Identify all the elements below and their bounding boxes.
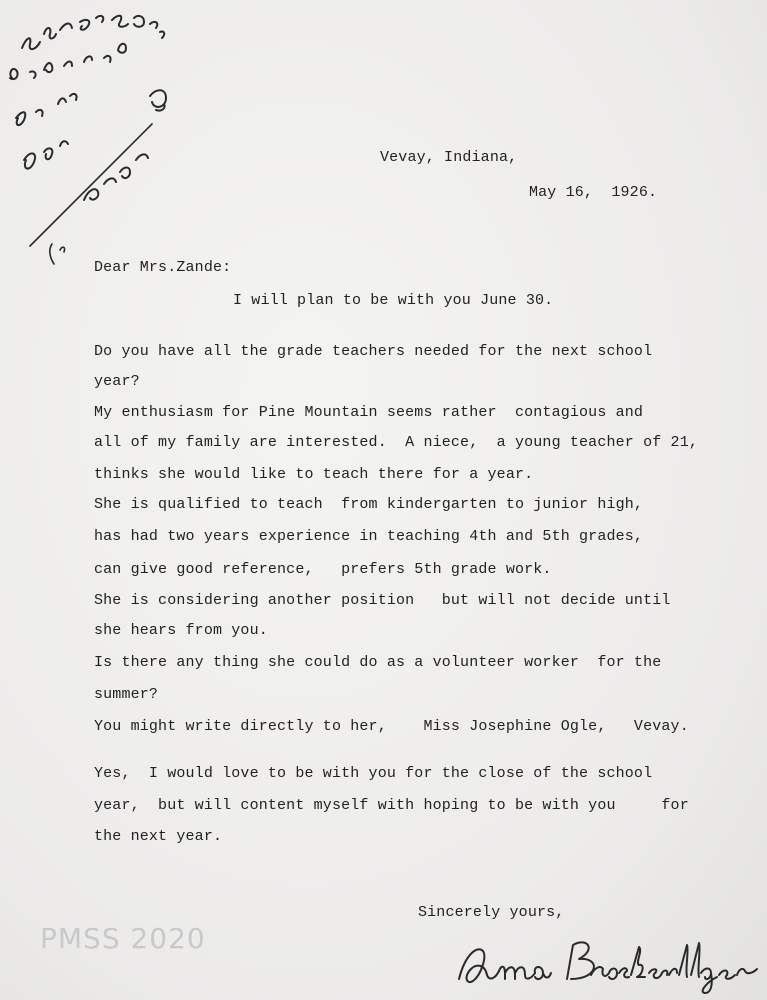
letter-line: You might write directly to her, Miss Josephine Ogle, Vevay. bbox=[94, 718, 689, 735]
letter-line: she hears from you. bbox=[94, 622, 268, 639]
shorthand-notes bbox=[0, 0, 200, 270]
letter-line: can give good reference, prefers 5th grade work. bbox=[94, 561, 552, 578]
letter-line: Do you have all the grade teachers needed for the next school bbox=[94, 343, 653, 360]
letter-line: year? bbox=[94, 373, 140, 390]
letter-line: thinks she would like to teach there for a year. bbox=[94, 466, 534, 483]
letter-line: all of my family are interested. A niece, a young teacher of 21, bbox=[94, 434, 698, 451]
letter-line: the next year. bbox=[94, 828, 223, 845]
letter-closing: Sincerely yours, bbox=[418, 904, 565, 921]
letter-line: My enthusiasm for Pine Mountain seems rather contagious and bbox=[94, 404, 644, 421]
letter-line: Yes, I would love to be with you for the close of the school bbox=[94, 765, 653, 782]
watermark: PMSS 2020 bbox=[40, 922, 206, 955]
letter-line: year, but will content myself with hoping to be with you for bbox=[94, 797, 689, 814]
letter-line: summer? bbox=[94, 686, 159, 703]
letter-line: has had two years experience in teaching 4th and 5th grades, bbox=[94, 528, 644, 545]
letter-line: She is considering another position but will not decide until bbox=[94, 592, 671, 609]
letter-place: Vevay, Indiana, bbox=[380, 149, 518, 166]
letter-line: She is qualified to teach from kindergarten to junior high, bbox=[94, 496, 644, 513]
letter-salutation: Dear Mrs.Zande: bbox=[94, 259, 232, 276]
letter-date: May 16, 1926. bbox=[529, 184, 658, 201]
letter-line: Is there any thing she could do as a volunteer worker for the bbox=[94, 654, 662, 671]
handwritten-signature bbox=[455, 935, 761, 995]
letter-line: I will plan to be with you June 30. bbox=[233, 292, 554, 309]
